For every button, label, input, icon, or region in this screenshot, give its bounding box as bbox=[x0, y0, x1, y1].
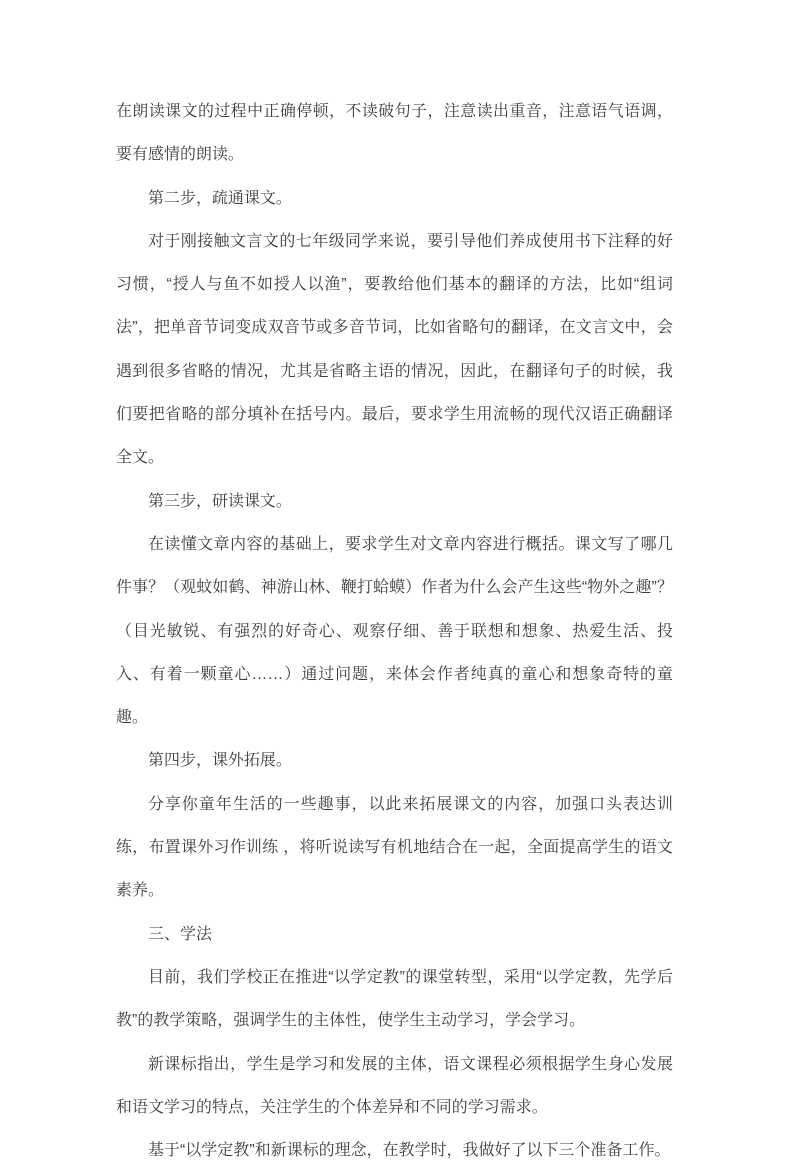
paragraph: 对于刚接触文言文的七年级同学来说，要引导他们养成使用书下注释的好习惯，“授人与鱼不如授人以渔”，要教给他们基本的翻译的方法，比如“组词法”，把单音节词变成双音节或多音节词，比如省略句的翻译，在文言文中，会遇到很多省略的情况，尤其是省略主语的情况，因此，在翻译句子的时候，我们要把省略的部分填补在括号内。最后，要求学生用流畅的现代汉语正确翻译全文。 bbox=[116, 232, 673, 467]
paragraph: 第四步，课外拓展。 bbox=[148, 752, 292, 770]
paragraph: 第二步，疏通课文。 bbox=[148, 189, 292, 207]
paragraph: 在朗读课文的过程中正确停顿，不读破句子，注意读出重音，注意语气语调，要有感情的朗读。 bbox=[116, 103, 673, 164]
paragraph: 第三步，研读课文。 bbox=[148, 492, 292, 510]
paragraph: 基于“以学定教”和新课标的理念，在教学时，我做好了以下三个准备工作。 bbox=[148, 1142, 671, 1160]
document-body bbox=[116, 90, 673, 1172]
paragraph: 目前，我们学校正在推进“以学定教”的课堂转型，采用“以学定教，先学后教”的教学策略，强调学生的主体性，使学生主动学习，学会学习。 bbox=[116, 968, 673, 1030]
paragraph: 在读懂文章内容的基础上，要求学生对文章内容进行概括。课文写了哪几件事？（观蚊如鹤、神游山林、鞭打蛤蟆）作者为什么会产生这些“物外之趣”？（目光敏锐、有强烈的好奇心、观察仔细、善于联想和想象、热爱生活、投入、有着一颗童心……）通过问题，来体会作者纯真的童心和想象奇特的童趣。 bbox=[116, 535, 673, 727]
paragraph: 三、学法 bbox=[148, 925, 212, 943]
paragraph: 新课标指出，学生是学习和发展的主体，语文课程必须根据学生身心发展和语文学习的特点，关注学生的个体差异和不同的学习需求。 bbox=[116, 1055, 673, 1116]
paragraph: 分享你童年生活的一些趣事，以此来拓展课文的内容，加强口头表达训练，布置课外习作训练 ，将听说读写有机地结合在一起，全面提高学生的语文素养。 bbox=[116, 795, 673, 900]
